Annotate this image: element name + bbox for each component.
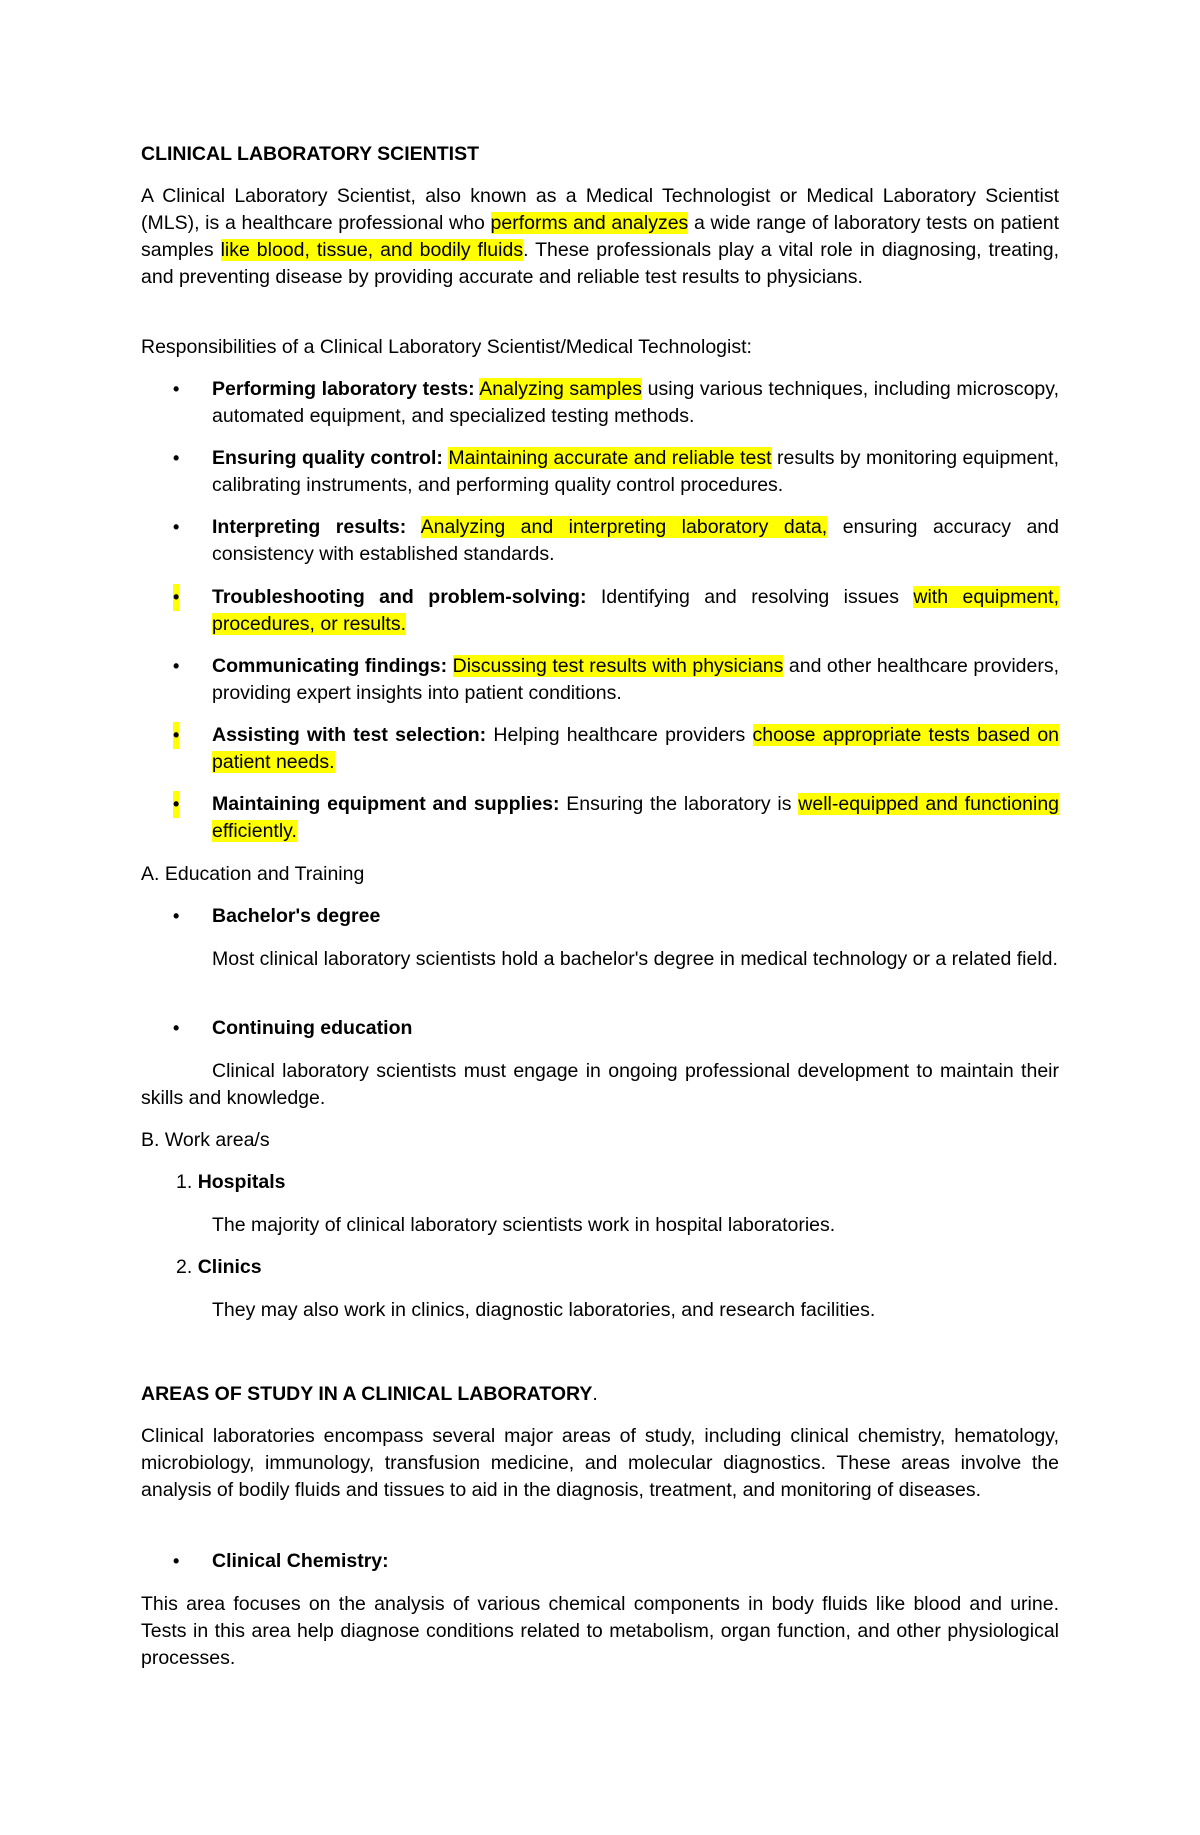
item-description: They may also work in clinics, diagnostic laboratories, and research facilities.	[212, 1299, 876, 1321]
numbered-item	[176, 1169, 285, 1196]
item-title: Hospitals	[197, 1171, 286, 1193]
item-title: Bachelor's degree	[212, 905, 381, 927]
item-description: Most clinical laboratory scientists hold a bachelor's degree in medical technology or a related field.	[212, 948, 1058, 970]
item-label: Maintaining equipment and supplies:	[212, 793, 560, 815]
item-label: Troubleshooting and problem-solving:	[212, 586, 587, 608]
education-heading: A. Education and Training	[141, 863, 365, 885]
work-heading: B. Work area/s	[141, 1129, 270, 1151]
areas-intro-paragraph: Clinical laboratories encompass several major areas of study, including clinical chemistry, hematology, microbiology, immunology, transfusion medicine, and molecular diagnostics. These areas involve the analysis of bodily fluids and tissues to aid in the diagnosis, treatment, and monitoring of diseases.	[141, 1425, 1059, 1501]
highlighted-text: with equipment, procedures, or results.	[212, 586, 1059, 635]
section-title: CLINICAL LABORATORY SCIENTIST	[141, 143, 480, 165]
bullet-icon: •	[173, 517, 180, 537]
numbered-item	[176, 1254, 262, 1281]
bullet-icon: •	[173, 906, 180, 926]
bullet-icon: •	[173, 584, 179, 611]
highlighted-text: like blood, tissue, and bodily fluids	[220, 239, 524, 261]
responsibilities-heading: Responsibilities of a Clinical Laboratory Scientist/Medical Technologist:	[141, 336, 752, 358]
bullet-icon: •	[173, 448, 180, 468]
highlighted-text: Maintaining accurate and reliable test	[448, 447, 772, 469]
item-label: Communicating findings:	[212, 655, 448, 677]
section-title: AREAS OF STUDY IN A CLINICAL LABORATORY.	[141, 1383, 598, 1405]
item-description: Clinical laboratory scientists must engage in ongoing professional development to maintain their skills and knowledge.	[141, 1060, 1059, 1109]
highlighted-text: performs and analyzes	[490, 212, 689, 234]
bullet-icon: •	[173, 1551, 180, 1571]
highlighted-text: Analyzing samples	[479, 378, 643, 400]
item-label: Interpreting results:	[212, 516, 407, 538]
item-title: Clinical Chemistry:	[212, 1550, 389, 1572]
intro-paragraph: A Clinical Laboratory Scientist, also known as a Medical Technologist or Medical Laboratory Scientist (MLS), is a healthcare professional who performs and analyzes a wide range of laboratory tests on patient samples like blood, tissue, and bodily fluids. These professionals play a vital role in diagnosing, treating, and preventing disease by providing accurate and reliable test results to physicians.	[141, 185, 1059, 288]
highlighted-text: well-equipped and functioning efficiently.	[212, 793, 1060, 842]
area-description: This area focuses on the analysis of various chemical components in body fluids like blood and urine. Tests in this area help diagnose conditions related to metabolism, organ function, and other physiological processes.	[141, 1593, 1059, 1669]
item-title: Clinics	[197, 1256, 262, 1278]
item-title: Continuing education	[212, 1017, 413, 1039]
bullet-icon: •	[173, 1018, 180, 1038]
highlighted-text: Analyzing and interpreting laboratory data,	[420, 516, 828, 538]
item-label: Ensuring quality control:	[212, 447, 443, 469]
bullet-icon: •	[173, 656, 180, 676]
bullet-icon: •	[173, 722, 179, 749]
highlighted-text: Discussing test results with physicians	[452, 655, 784, 677]
item-number: 1.	[176, 1171, 193, 1193]
bullet-icon: •	[173, 379, 180, 399]
item-label: Assisting with test selection:	[212, 724, 487, 746]
bullet-icon: •	[173, 791, 179, 818]
item-label: Performing laboratory tests:	[212, 378, 475, 400]
item-description: The majority of clinical laboratory scientists work in hospital laboratories.	[212, 1214, 836, 1236]
item-number: 2.	[176, 1256, 193, 1278]
highlighted-text: choose appropriate tests based on patient needs.	[212, 724, 1060, 773]
